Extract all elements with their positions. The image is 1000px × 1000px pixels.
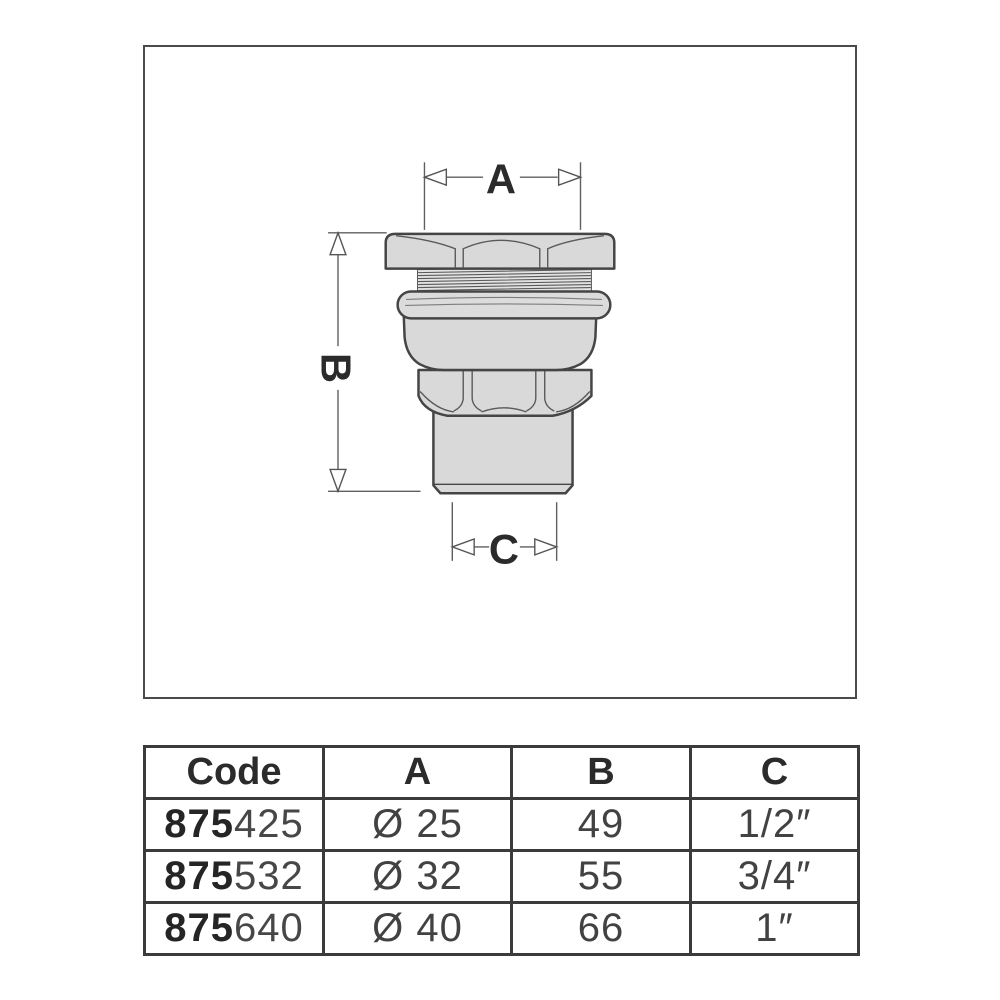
fitting-bottom-stub (433, 405, 572, 493)
dimensions-table (143, 745, 857, 956)
fitting-lower-hex (419, 370, 592, 416)
cell-a: Ø 40 (324, 903, 512, 955)
cell-b: 55 (512, 851, 691, 903)
cell-code (145, 851, 324, 903)
table-row (145, 799, 859, 851)
dimension-c (452, 502, 556, 572)
arrowhead-right-icon (535, 539, 557, 555)
cell-c: 1/2″ (691, 799, 859, 851)
column-header-b: B (512, 747, 691, 799)
arrowhead-up-icon (330, 233, 346, 255)
arrowhead-left-icon (424, 169, 446, 185)
cell-b: 49 (512, 799, 691, 851)
code-prefix: 875 (164, 854, 234, 898)
cell-code (145, 903, 324, 955)
cell-b: 66 (512, 903, 691, 955)
cell-a: Ø 25 (324, 799, 512, 851)
code-suffix: 425 (234, 802, 304, 846)
cell-a: Ø 32 (324, 851, 512, 903)
table-row (145, 851, 859, 903)
arrowhead-down-icon (330, 469, 346, 491)
table-row (145, 903, 859, 955)
code-prefix: 875 (164, 906, 234, 950)
fitting-drawing (386, 234, 615, 493)
arrowhead-left-icon (452, 539, 474, 555)
arrowhead-right-icon (559, 169, 581, 185)
code-suffix: 532 (234, 854, 304, 898)
cell-c: 3/4″ (691, 851, 859, 903)
fitting-body (404, 311, 597, 370)
code-prefix: 875 (164, 802, 234, 846)
code-suffix: 640 (234, 906, 304, 950)
fitting-diagram (145, 47, 855, 697)
cell-code (145, 799, 324, 851)
cell-c: 1″ (691, 903, 859, 955)
dimension-b-label: B (312, 352, 360, 384)
table-header-row (145, 747, 859, 799)
dimension-a-label: A (485, 155, 517, 203)
dimension-a (424, 156, 580, 230)
dimension-b (313, 233, 421, 491)
column-header-code: Code (145, 747, 324, 799)
dimension-c-label: C (488, 525, 520, 573)
technical-drawing-box (143, 45, 857, 699)
fitting-top-nut (386, 234, 615, 269)
column-header-a: A (324, 747, 512, 799)
fitting-collar (398, 291, 611, 318)
column-header-c: C (691, 747, 859, 799)
